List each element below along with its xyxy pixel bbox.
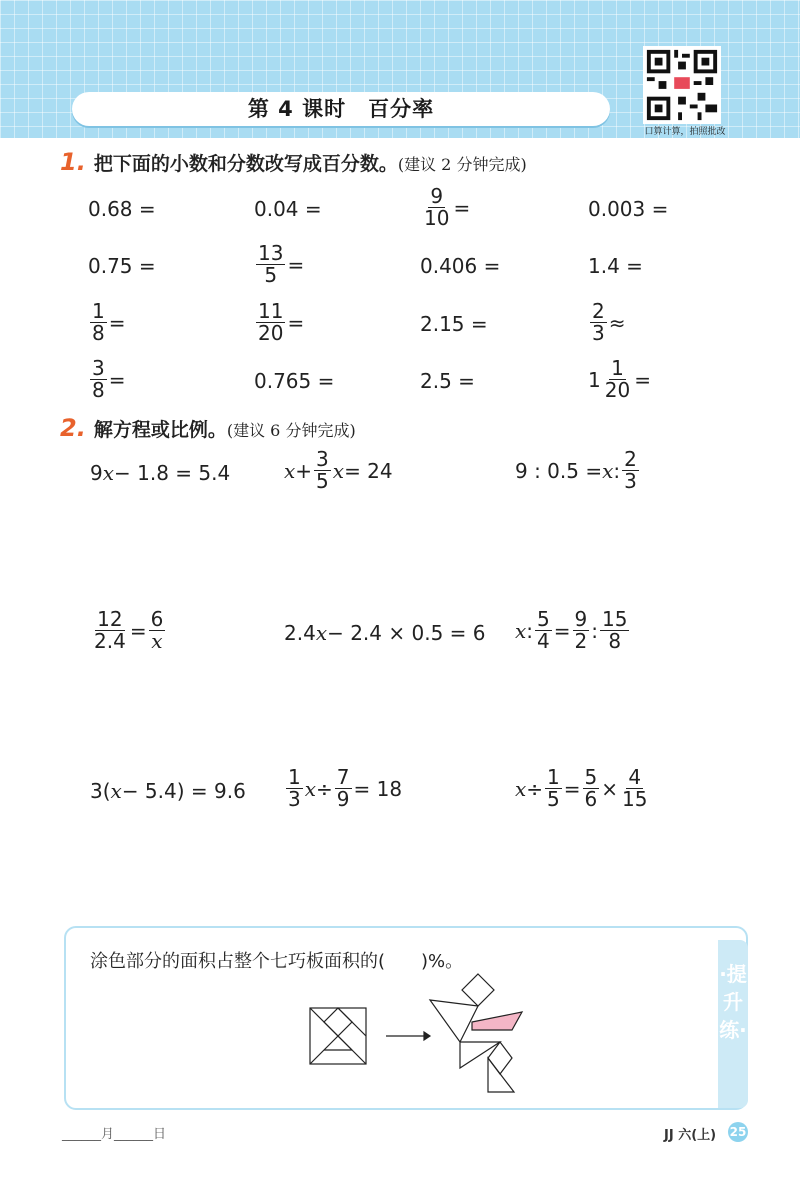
- question-number: 2.: [60, 414, 86, 442]
- q1-item[interactable]: [588, 301, 626, 344]
- numerator: 9: [574, 607, 588, 631]
- q1-item[interactable]: [420, 369, 475, 393]
- q1-item[interactable]: [88, 358, 126, 401]
- q1-item[interactable]: [88, 254, 156, 278]
- denominator: 2.4: [94, 629, 126, 653]
- expr-text: 0.765 =: [254, 369, 335, 393]
- variable: x: [304, 776, 317, 801]
- question-2-heading: [60, 414, 356, 442]
- variable: x: [515, 776, 527, 801]
- q1-item[interactable]: [420, 312, 488, 336]
- expr-text: 1.4 =: [588, 254, 643, 278]
- expr-text: 0.04 =: [254, 197, 322, 221]
- expr-text: 0.003 =: [588, 197, 669, 221]
- q1-item[interactable]: [88, 197, 156, 221]
- equation[interactable]: [515, 449, 641, 492]
- fraction: [149, 609, 166, 652]
- denominator: 5: [264, 263, 278, 287]
- eq-part: − 5.4) = 9.6: [121, 779, 246, 803]
- q1-item[interactable]: [88, 301, 126, 344]
- challenge-text: 涂色部分的面积占整个七巧板面积的( )%。: [90, 951, 464, 972]
- denominator: 3: [624, 469, 637, 493]
- q1-item[interactable]: [254, 369, 334, 393]
- numerator: 13: [258, 241, 284, 265]
- symbol: =: [287, 310, 305, 335]
- eq-part: 9 : 0.5 =: [515, 458, 603, 483]
- q1-item[interactable]: [254, 301, 304, 344]
- fraction: [90, 301, 107, 344]
- fraction: [422, 186, 451, 229]
- eq-part: = 18: [353, 776, 403, 801]
- variable: x: [284, 458, 296, 483]
- question-1-heading: [60, 148, 527, 176]
- equation[interactable]: [284, 621, 486, 645]
- expr-text: 0.68 =: [88, 197, 156, 221]
- denominator: 6: [584, 787, 598, 811]
- symbol: ≈: [608, 310, 626, 335]
- q1-item[interactable]: [588, 358, 651, 401]
- fraction: [256, 301, 285, 344]
- numerator: 4: [628, 765, 642, 789]
- fraction: [535, 609, 552, 652]
- fraction: [314, 449, 331, 492]
- denominator: 5: [316, 469, 329, 493]
- symbol: =: [108, 367, 126, 392]
- variable: x: [315, 621, 328, 645]
- variable: x: [332, 458, 345, 483]
- denominator: x: [151, 629, 163, 653]
- denominator: 9: [336, 787, 350, 811]
- fraction: [545, 767, 562, 810]
- tangram-head: [462, 974, 494, 1006]
- symbol: =: [453, 195, 471, 220]
- denominator: 20: [258, 321, 284, 345]
- question-text: 解方程或比例。: [93, 419, 227, 441]
- tangram-figure: [300, 972, 540, 1096]
- challenge-tab: ·提升练·: [718, 940, 748, 1108]
- eq-part: = 24: [344, 458, 393, 483]
- eq-part: =: [129, 618, 147, 643]
- denominator: 8: [92, 321, 105, 345]
- denominator: 2: [574, 629, 588, 653]
- fraction: [92, 609, 128, 652]
- fraction: [335, 767, 352, 810]
- eq-part: ×: [601, 776, 619, 801]
- fraction: [620, 767, 649, 810]
- numerator: 1: [92, 299, 105, 323]
- eq-part: 3(: [90, 779, 111, 803]
- denominator: 15: [622, 787, 648, 811]
- page-title: 第 4 课时 百分率: [72, 92, 610, 126]
- numerator: 12: [97, 607, 123, 631]
- denominator: 3: [592, 321, 605, 345]
- denominator: 8: [92, 378, 105, 402]
- expr-text: 0.406 =: [420, 254, 501, 278]
- book-label: JJ 六(上): [664, 1128, 717, 1143]
- numerator: 3: [92, 356, 105, 380]
- page-number: 25: [728, 1122, 748, 1142]
- numerator: 5: [537, 607, 550, 631]
- denominator: 10: [424, 206, 450, 230]
- equation[interactable]: [90, 609, 167, 652]
- equation[interactable]: [90, 779, 246, 803]
- time-note: (建议 2 分钟完成): [397, 155, 527, 174]
- fraction: [256, 243, 285, 286]
- eq-part: :: [613, 458, 621, 483]
- qr-code-icon: [643, 46, 721, 124]
- eq-part: :: [591, 618, 599, 643]
- variable: x: [602, 458, 614, 483]
- q1-item[interactable]: [588, 254, 643, 278]
- question-text: 把下面的小数和分数改写成百分数。: [93, 153, 398, 175]
- numerator: 9: [430, 184, 444, 208]
- eq-part: 9: [90, 461, 103, 485]
- fraction: [583, 767, 600, 810]
- expr-text: 2.5 =: [420, 369, 475, 393]
- eq-part: =: [563, 776, 581, 801]
- expr-text: 2.15 =: [420, 312, 488, 336]
- fraction: [600, 609, 629, 652]
- eq-part: ÷: [526, 776, 544, 801]
- q1-item[interactable]: [420, 254, 500, 278]
- q1-item[interactable]: [420, 186, 470, 229]
- whole-number: 1: [588, 367, 601, 392]
- question-number: 1.: [60, 148, 86, 176]
- denominator: 3: [288, 787, 301, 811]
- equation[interactable]: [284, 767, 402, 810]
- variable: x: [110, 779, 122, 803]
- fraction: [573, 609, 590, 652]
- q1-item[interactable]: [588, 197, 668, 221]
- eq-part: ÷: [316, 776, 333, 801]
- symbol: =: [287, 252, 305, 277]
- fraction: [603, 358, 632, 401]
- fraction: [590, 301, 607, 344]
- denominator: 5: [547, 787, 560, 811]
- eq-part: 2.4: [284, 621, 316, 645]
- numerator: 1: [288, 765, 301, 789]
- fraction: [90, 358, 107, 401]
- numerator: 15: [602, 607, 628, 631]
- numerator: 2: [624, 447, 637, 471]
- numerator: 7: [336, 765, 350, 789]
- numerator: 5: [584, 765, 598, 789]
- denominator: 20: [604, 378, 631, 402]
- numerator: 3: [316, 447, 329, 471]
- fraction: [622, 449, 639, 492]
- variable: x: [102, 461, 115, 485]
- expr-text: 0.75 =: [88, 254, 156, 278]
- fraction: [286, 767, 303, 810]
- date-field[interactable]: ______月______日: [62, 1127, 167, 1142]
- q1-item[interactable]: [254, 197, 322, 221]
- equation[interactable]: [284, 449, 393, 492]
- eq-part: +: [295, 458, 313, 483]
- equation[interactable]: [515, 767, 652, 810]
- symbol: =: [634, 367, 651, 392]
- denominator: 4: [537, 629, 550, 653]
- equation[interactable]: [515, 609, 631, 652]
- equation[interactable]: [90, 461, 230, 485]
- q1-item[interactable]: [254, 243, 304, 286]
- numerator: 11: [258, 299, 284, 323]
- variable: x: [515, 618, 527, 643]
- symbol: =: [108, 310, 126, 335]
- numerator: 6: [150, 607, 164, 631]
- eq-part: − 1.8 = 5.4: [114, 461, 231, 485]
- eq-part: =: [553, 618, 571, 643]
- denominator: 8: [608, 629, 622, 653]
- numerator: 1: [611, 356, 624, 380]
- eq-part: − 2.4 × 0.5 = 6: [327, 621, 486, 645]
- qr-caption: 口算计算，拍照批改: [644, 127, 726, 137]
- time-note: (建议 6 分钟完成): [226, 421, 356, 440]
- eq-part: :: [526, 618, 534, 643]
- numerator: 1: [547, 765, 560, 789]
- numerator: 2: [592, 299, 605, 323]
